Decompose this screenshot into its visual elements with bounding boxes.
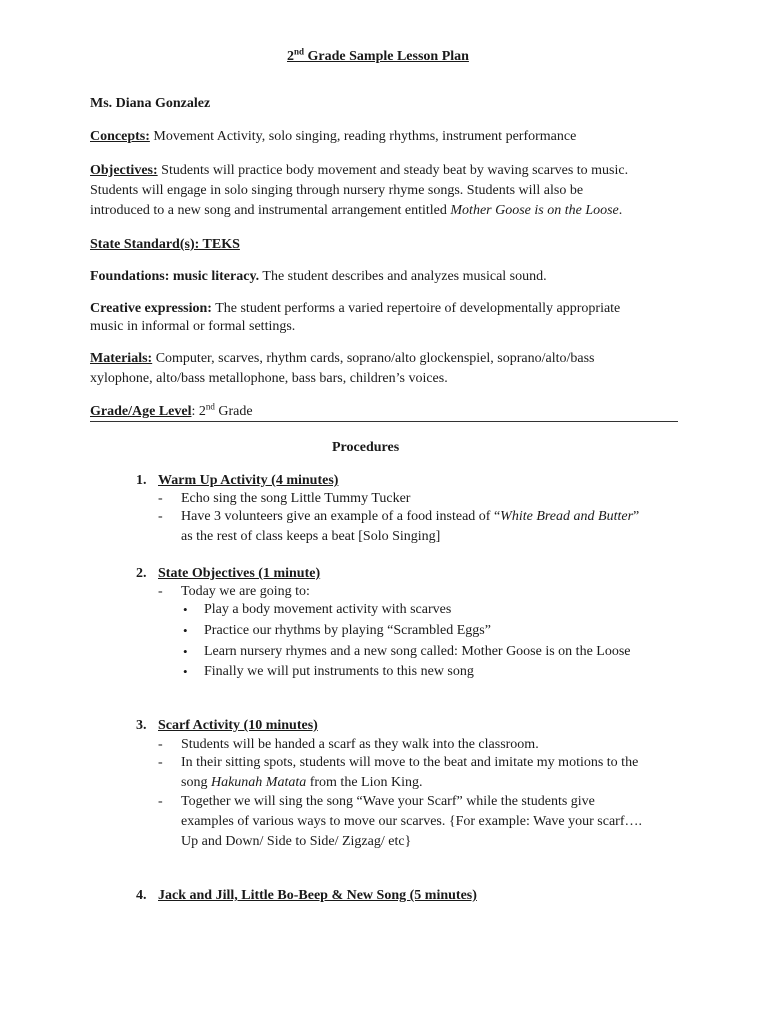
state-standard: State Standard(s): TEKS: [90, 237, 240, 252]
objectives-line-1: [90, 162, 628, 180]
dash-marker: -: [158, 584, 163, 599]
title-sup: nd: [294, 46, 305, 57]
grade-level-label: Grade/Age Level: [90, 404, 192, 419]
dash-marker: -: [158, 491, 163, 506]
objectives-period: .: [618, 203, 623, 218]
grade-level-line: [90, 403, 253, 421]
grade-level-colon: : 2: [191, 404, 206, 419]
section-2-bullet-1: Play a body movement activity with scarves: [204, 602, 452, 617]
section-3-item-1: Students will be handed a scarf as they walk into the classroom.: [181, 737, 539, 752]
section-3-item-3-line-3: Up and Down/ Side to Side/ Zigzag/ etc}: [181, 834, 412, 849]
creative-label: Creative expression:: [90, 301, 212, 316]
section-3-number: 3.: [136, 718, 147, 733]
section-1-item-2-text: Have 3 volunteers give an example of a food instead of “: [181, 509, 501, 524]
section-3-item-3-line-1: Together we will sing the song “Wave your Scarf” while the students give: [181, 794, 595, 809]
teacher-name: Ms. Diana Gonzalez: [90, 96, 211, 111]
procedures-heading: Procedures: [332, 440, 400, 455]
section-2-intro: Today we are going to:: [181, 584, 310, 599]
section-2-heading: State Objectives (1 minute): [158, 566, 321, 581]
section-4-number: 4.: [136, 888, 147, 903]
bullet-marker: •: [183, 602, 188, 617]
materials-label: Materials:: [90, 351, 153, 366]
section-1-item-1: Echo sing the song Little Tummy Tucker: [181, 491, 411, 506]
section-2-bullet-3: Learn nursery rhymes and a new song called: Mother Goose is on the Loose: [204, 644, 631, 659]
creative-line-2: music in informal or formal settings.: [90, 319, 296, 334]
title-rest: Grade Sample Lesson Plan: [304, 49, 469, 64]
bullet-marker: •: [183, 644, 188, 659]
objectives-text-1: Students will practice body movement and steady beat by waving scarves to music.: [157, 163, 629, 178]
section-1-heading: Warm Up Activity (4 minutes): [158, 473, 339, 488]
grade-level-rest: Grade: [214, 404, 253, 419]
divider: [90, 421, 678, 422]
creative-line-1: [90, 300, 620, 318]
section-1-item-2: [181, 508, 639, 526]
dash-marker: -: [158, 755, 163, 770]
grade-level-sup: nd: [205, 401, 215, 412]
section-3-item-2-end: from the Lion King.: [306, 775, 423, 790]
concepts-label: Concepts:: [90, 129, 150, 144]
section-3-item-2-line-2: [181, 774, 422, 792]
objectives-label: Objectives:: [90, 163, 158, 178]
foundations-text: The student describes and analyzes musical sound.: [259, 269, 547, 284]
section-3-item-2-line-1: In their sitting spots, students will move to the beat and imitate my motions to the: [181, 755, 639, 770]
materials-line-1: [90, 350, 595, 368]
materials-line-2: xylophone, alto/bass metallophone, bass bars, children’s voices.: [90, 371, 448, 386]
dash-marker: -: [158, 737, 163, 752]
bullet-marker: •: [183, 664, 188, 679]
section-1-number: 1.: [136, 473, 147, 488]
objectives-text-3: introduced to a new song and instrumental arrangement entitled: [90, 203, 451, 218]
section-1-item-2-line-2: as the rest of class keeps a beat [Solo Singing]: [181, 529, 441, 544]
concepts-text: Movement Activity, solo singing, reading rhythms, instrument performance: [149, 129, 577, 144]
page-title: [287, 48, 469, 66]
song-title: Hakunah Matata: [210, 775, 307, 790]
title-ordinal: 2: [287, 49, 294, 64]
close-quote: ”: [633, 509, 640, 524]
section-3-heading: Scarf Activity (10 minutes): [158, 718, 318, 733]
section-3-item-3-line-2: examples of various ways to move our scarves. {For example: Wave your scarf….: [181, 814, 642, 829]
section-4-heading: Jack and Jill, Little Bo-Beep & New Song (5 minutes): [158, 888, 477, 903]
section-2-bullet-4: Finally we will put instruments to this new song: [204, 664, 474, 679]
song-title: Mother Goose is on the Loose: [450, 203, 619, 218]
objectives-line-2: Students will engage in solo singing through nursery rhyme songs. Students will also be: [90, 183, 584, 198]
section-3-item-2-text: song: [181, 775, 211, 790]
creative-text-1: The student performs a varied repertoire of developmentally appropriate: [211, 301, 621, 316]
section-2-number: 2.: [136, 566, 147, 581]
dash-marker: -: [158, 509, 163, 524]
foundations-line: [90, 268, 547, 286]
materials-text-1: Computer, scarves, rhythm cards, soprano/alto glockenspiel, soprano/alto/bass: [152, 351, 595, 366]
bullet-marker: •: [183, 623, 188, 638]
song-title: White Bread and Butter: [500, 509, 634, 524]
dash-marker: -: [158, 794, 163, 809]
foundations-label: Foundations: music literacy.: [90, 269, 260, 284]
objectives-line-3: [90, 202, 622, 220]
section-2-bullet-2: Practice our rhythms by playing “Scrambled Eggs”: [204, 623, 491, 638]
concepts-line: [90, 128, 576, 146]
